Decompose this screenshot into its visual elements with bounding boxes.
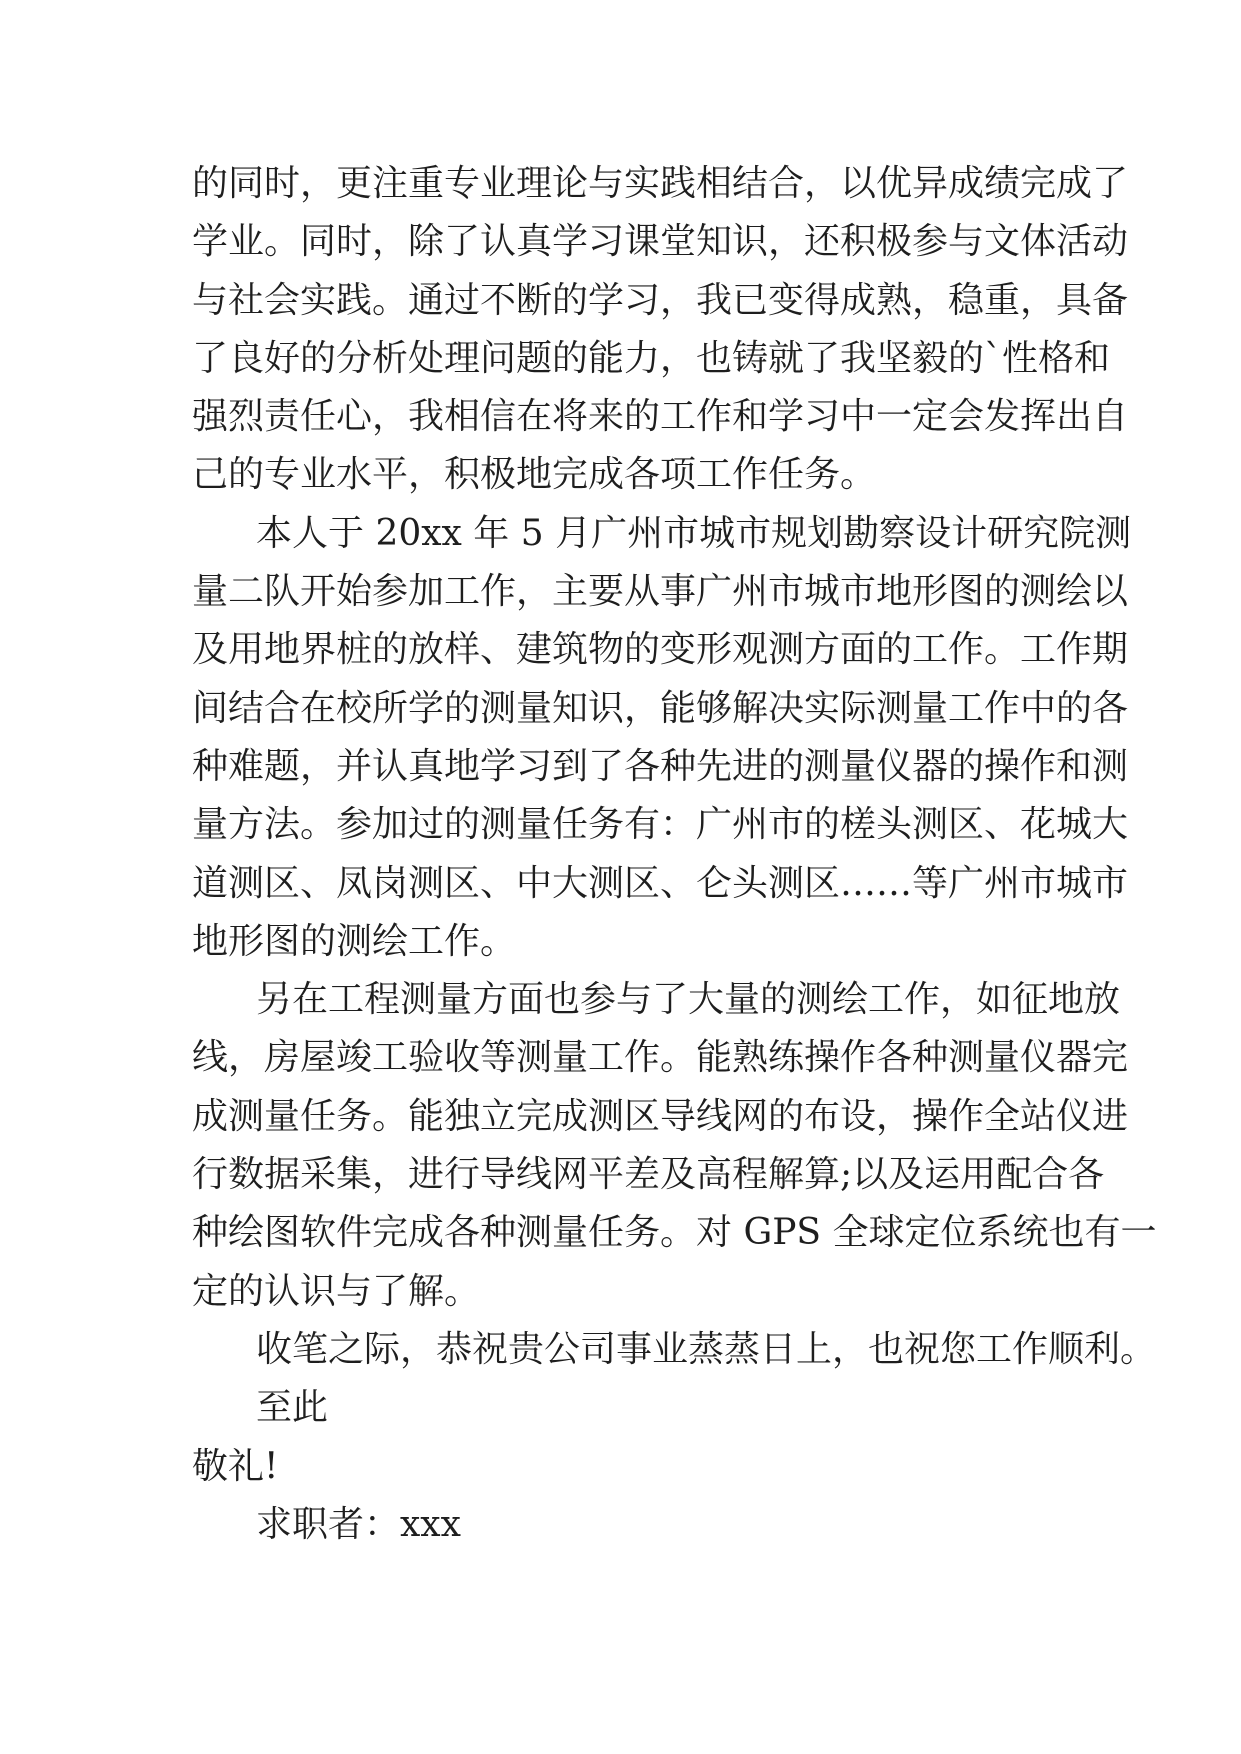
text-line: 量二队开始参加工作，主要从事广州市城市地形图的测绘以	[192, 571, 1129, 613]
text-line: 与社会实践。通过不断的学习，我已变得成熟，稳重，具备	[192, 279, 1129, 321]
text-line: 强烈责任心，我相信在将来的工作和学习中一定会发挥出自	[192, 396, 1129, 438]
closing-phrase	[192, 1379, 1062, 1437]
paragraph-education	[192, 155, 1129, 505]
salutation	[192, 1438, 1062, 1496]
text-line: 地形图的测绘工作。	[192, 920, 517, 962]
text-line: 行数据采集，进行导线网平差及高程解算;以及运用配合各	[192, 1154, 1105, 1196]
text-line: 另在工程测量方面也参与了大量的测绘工作，如征地放	[256, 979, 1121, 1021]
text-line: 种难题，并认真地学习到了各种先进的测量仪器的操作和测	[192, 745, 1129, 787]
text-line: 己的专业水平，积极地完成各项工作任务。	[192, 454, 877, 496]
text-line: 了良好的分析处理问题的能力，也铸就了我坚毅的`性格和	[192, 337, 1111, 379]
text-line: 至此	[256, 1387, 329, 1429]
text-line: 定的认识与了解。	[192, 1270, 481, 1312]
text-line: 间结合在校所学的测量知识，能够解决实际测量工作中的各	[192, 687, 1129, 729]
text-line: 量方法。参加过的测量任务有：广州市的槎头测区、花城大	[192, 804, 1129, 846]
paragraph-engineering-survey	[192, 971, 1157, 1321]
text-line: 收笔之际，恭祝贵公司事业蒸蒸日上，也祝您工作顺利。	[256, 1328, 1157, 1370]
signature	[192, 1496, 1062, 1554]
text-line: 学业。同时，除了认真学习课堂知识，还积极参与文体活动	[192, 221, 1129, 263]
text-line: 成测量任务。能独立完成测区导线网的布设，操作全站仪进	[192, 1095, 1129, 1137]
text-line: 及用地界桩的放样、建筑物的变形观测方面的工作。工作期	[192, 629, 1129, 671]
text-line: 本人于 20xx 年 5 月广州市城市规划勘察设计研究院测	[256, 512, 1132, 554]
text-line: 的同时，更注重专业理论与实践相结合，以优异成绩完成了	[192, 163, 1129, 204]
text-line: 求职者：xxx	[256, 1503, 461, 1545]
letter-body	[192, 155, 1157, 1554]
text-line: 种绘图软件完成各种测量任务。对 GPS 全球定位系统也有一	[192, 1212, 1157, 1254]
paragraph-work-experience	[192, 505, 1132, 971]
text-line: 线，房屋竣工验收等测量工作。能熟练操作各种测量仪器完	[192, 1037, 1129, 1079]
paragraph-closing-wishes	[192, 1321, 1157, 1379]
text-line: 道测区、凤岗测区、中大测区、仑头测区……等广州市城市	[192, 862, 1129, 904]
text-line: 敬礼!	[192, 1445, 279, 1487]
